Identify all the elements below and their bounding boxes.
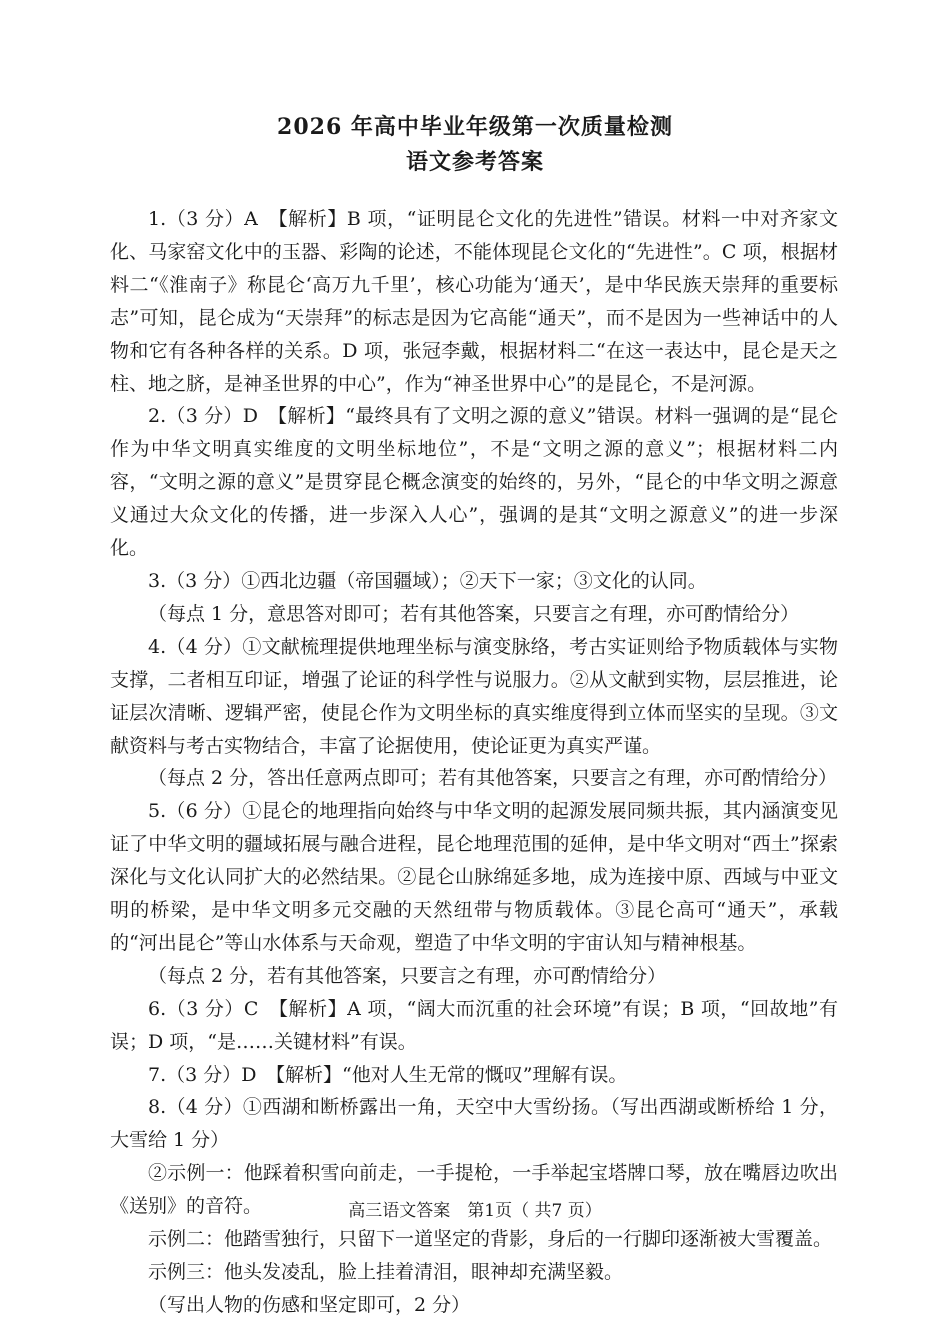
page-footer: 高三语文答案 第1页（ 共7 页） [348, 1201, 602, 1221]
answer-q4: 4.（4 分）①文献梳理提供地理坐标与演变脉络，考古实证则给予物质载体与实物支撑，二者相互印证，增强了论证的科学性与说服力。②从文献到实物，层层推进，论证层次清晰、逻辑严密，使昆仑作为文明坐标的真实维度得到立体而坚实的呈现。③文献资料与考古实物结合，丰富了论据使用，使论证更为真实严谨。 [110, 635, 838, 757]
scoring-note-q5: （每点 2 分，若有其他答案，只要言之有理，亦可酌情给分） [148, 964, 667, 987]
answer-body [110, 203, 838, 1322]
answer-q8-part1: 8.（4 分）①西湖和断桥露出一角，天空中大雪纷扬。（写出西湖或断桥给 1 分，大雪给 1 分） [110, 1096, 838, 1152]
answer-q6: 6.（3 分）C 【解析】A 项，“阔大而沉重的社会环境”有误；B 项，“回故地”有误；D 项，“是……关键材料”有误。 [110, 997, 838, 1053]
answer-q8-example2: 示例二：他踏雪独行，只留下一道坚定的背影，身后的一行脚印逐渐被大雪覆盖。 [148, 1228, 833, 1251]
answer-q8-part2: ②示例一：他踩着积雪向前走，一手提枪，一手举起宝塔牌口琴，放在嘴唇边吹出《送别》的音符。 [110, 1162, 838, 1218]
answer-q2: 2.（3 分）D 【解析】“最终具有了文明之源的意义”错误。材料一强调的是“昆仑作为中华文明真实维度的文明坐标地位”，不是“文明之源的意义”；根据材料二内容，“文明之源的意义”是贯穿昆仑概念演变的始终的，另外，“昆仑的中华文明之源意义通过大众文化的传播，进一步深入人心”，强调的是其“文明之源意义”的进一步深化。 [110, 405, 838, 560]
answer-q8-example3: 示例三：他头发凌乱，脸上挂着清泪，眼神却充满坚毅。 [148, 1261, 624, 1283]
page-title: 2026 年高中毕业年级第一次质量检测 [277, 114, 673, 140]
answer-q7: 7.（3 分）D 【解析】“他对人生无常的慨叹”理解有误。 [148, 1063, 628, 1086]
answer-q3: 3.（3 分）①西北边疆（帝国疆域）；②天下一家；③文化的认同。 [148, 569, 707, 592]
scoring-note-q4: （每点 2 分，答出任意两点即可；若有其他答案，只要言之有理，亦可酌情给分） [148, 767, 838, 790]
scoring-note-q3: （每点 1 分，意思答对即可；若有其他答案，只要言之有理，亦可酌情给分） [148, 602, 800, 625]
page-subtitle: 语文参考答案 [405, 149, 544, 175]
scoring-note-q8: （写出人物的伤感和坚定即可，2 分） [148, 1293, 471, 1316]
answer-q5: 5.（6 分）①昆仑的地理指向始终与中华文明的起源发展同频共振，其内涵演变见证了中华文明的疆域拓展与融合进程，昆仑地理范围的延伸，是中华文明对“西土”探索深化与文化认同扩大的必然结果。②昆仑山脉绵延多地，成为连接中原、西域与中亚文明的桥梁，是中华文明多元交融的天然纽带与物质载体。③昆仑高可“通天”，承载的“河出昆仑”等山水体系与天命观，塑造了中华文明的宇宙认知与精神根基。 [110, 800, 838, 954]
answer-q1: 1.（3 分）A 【解析】B 项，“证明昆仑文化的先进性”错误。材料一中对齐家文化、马家窑文化中的玉器、彩陶的论述，不能体现昆仑文化的“先进性”。C 项，根据材料二“《淮南子》称昆仑‘高万九千里’，核心功能为‘通天’，是中华民族天崇拜的重要标志”可知，昆仑成为“天崇拜”的标志是因为它高能“通天”，而不是因为一些神话中的人物和它有各种各样的关系。D 项，张冠李戴，根据材料二“在这一表达中，昆仑是天之柱、地之脐，是神圣世界的中心”，作为“神圣世界中心”的是昆仑，不是河源。 [110, 208, 838, 395]
